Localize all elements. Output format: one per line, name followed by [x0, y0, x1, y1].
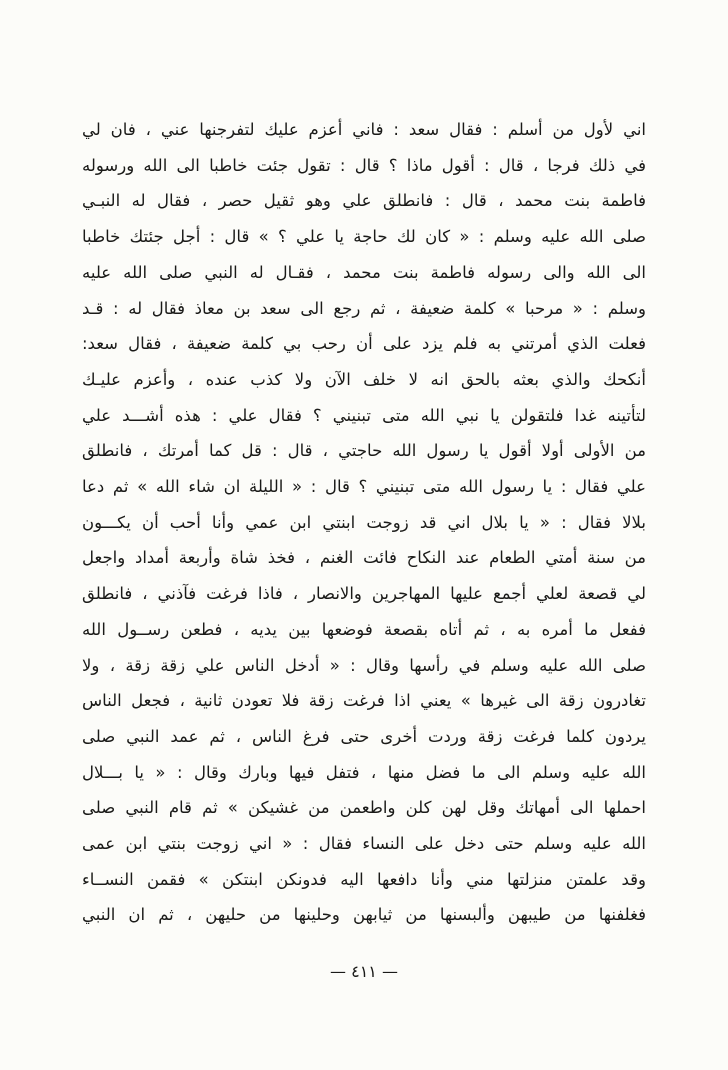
text-line: في ذلك فرجا ، قال : أقول ماذا ؟ قال : تقول جئت خاطبا الى الله ورسوله	[82, 155, 646, 175]
text-line: وسلم : « مرحبا » كلمة ضعيفة ، ثم رجع الى سعد بن معاذ فقال له : قـد	[82, 298, 646, 318]
text-line: فعلت الذي أمرتني به فلم يزد على أن رحب بي كلمة ضعيفة ، فقال سعد:	[82, 334, 646, 354]
text-line: الله عليه وسلم حتى دخل على النساء فقال : « اني زوجت بنتي ابن عمى	[82, 834, 646, 854]
text-line: احملها الى أمهاتك وقل لهن كلن واطعمن من غشيكن » ثم قام النبي صلى	[82, 798, 646, 818]
text-line: اني لأول من أسلم : فقال سعد : فاني أعزم عليك لتفرجنها عني ، فان لي	[82, 120, 646, 139]
text-line: من الأولى أولا أقول يا رسول الله حاجتي ، قال : قل كما أمرتك ، فانطلق	[82, 441, 646, 461]
page-number: — ٤١١ —	[330, 962, 398, 981]
text-line: بلالا فقال : « يا بلال اني قد زوجت ابنتي ابن عمي وأنا أحب أن يكـــون	[82, 512, 646, 532]
text-line: ففعل ما أمره به ، ثم أتاه بقصعة فوضعها بين يديه ، فطعن رســول الله	[82, 619, 646, 639]
text-line: وقد علمتن منزلتها مني وأنا دافعها اليه فدونكن ابنتكن » فقمن النســاء	[82, 869, 646, 889]
text-line: أنكحك والذي بعثه بالحق انه لا خلف الآن ولا كذب عنده ، وأعزم عليـك	[82, 369, 646, 389]
text-line: الى الله والى رسوله فاطمة بنت محمد ، فقـال له النبي صلى الله عليه	[82, 262, 646, 282]
text-line: الله عليه وسلم الى ما فضل منها ، فتفل فيها وبارك وقال : « يا بـــلال	[82, 762, 646, 782]
text-line: صلى الله عليه وسلم : « كان لك حاجة يا علي ؟ » قال : أجل جئتك خاطبا	[82, 227, 646, 247]
text-line: فاطمة بنت محمد ، قال : فانطلق علي وهو ثقيل حصر ، فقال له النبـي	[82, 191, 646, 211]
text-line: فغلفنها من طيبهن وألبسنها من ثيابهن وحلينها من حليهن ، ثم ان النبي	[82, 905, 646, 925]
text-line: من سنة أمتي الطعام عند النكاح فائت الغنم ، فخذ شاة وأربعة أمداد واجعل	[82, 548, 646, 568]
text-line: يردون كلما فرغت زقة وردت أخرى حتى فرغ الناس ، ثم عمد النبي صلى	[82, 726, 646, 746]
text-line: علي فقال : يا رسول الله متى تبنيني ؟ قال : « الليلة ان شاء الله » ثم دعا	[82, 477, 646, 497]
text-block	[82, 112, 646, 933]
text-line: صلى الله عليه وسلم في رأسها وقال : « أدخل الناس علي زقة زقة ، ولا	[82, 655, 646, 675]
text-line: تغادرون زقة الى غيرها » يعني اذا فرغت زقة فلا تعودن ثانية ، فجعل الناس	[82, 691, 646, 711]
text-line: لتأتينه غدا فلتقولن يا نبي الله متى تبنيني ؟ فقال علي : هذه أشـــد علي	[82, 405, 646, 425]
text-line: لي قصعة لعلي أجمع عليها المهاجرين والانصار ، فاذا فرغت فآذني ، فانطلق	[82, 584, 646, 604]
